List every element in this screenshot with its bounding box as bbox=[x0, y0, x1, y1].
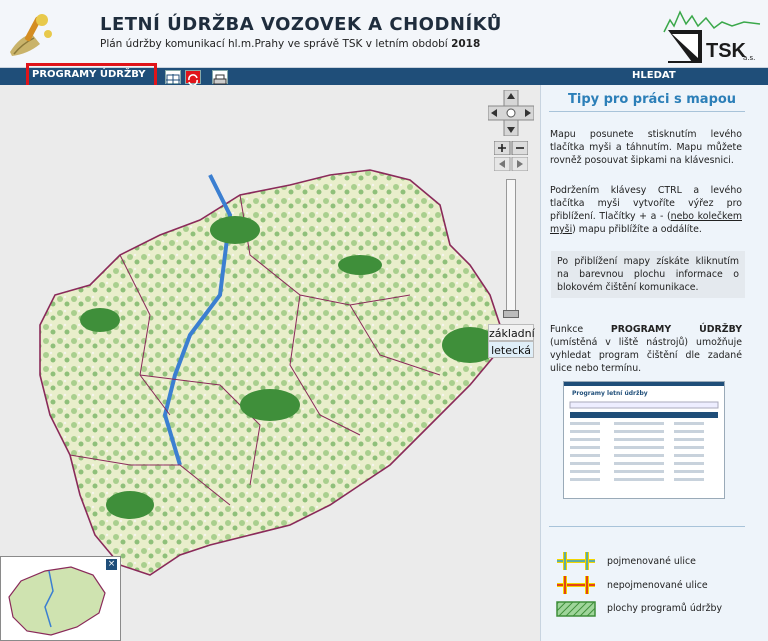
zoom-plus-minus-icon[interactable] bbox=[494, 141, 528, 155]
layer-basic-button[interactable]: základní bbox=[488, 324, 534, 341]
tsk-logo-text: TSK bbox=[706, 40, 746, 62]
tip-zoom-text: Podržením klávesy CTRL a levého tlačítka myši vytvoříte výřez pro přiblížení. Tlačítky + a - ( bbox=[550, 185, 742, 222]
broom-logo-icon bbox=[6, 10, 56, 60]
tip-programs-bold: PROGRAMY ÚDRŽBY bbox=[610, 324, 742, 335]
zoom-slider-handle[interactable] bbox=[503, 310, 519, 318]
layer-aerial-button[interactable]: letecká bbox=[488, 341, 534, 358]
overview-map-graphic bbox=[1, 557, 120, 640]
tips-panel-title: Tipy pro práci s mapou bbox=[568, 92, 737, 107]
pan-arrows-icon[interactable] bbox=[488, 90, 534, 136]
wheel-zoom-link[interactable]: nebo kolečkem myši bbox=[550, 211, 742, 235]
refresh-icon[interactable] bbox=[185, 70, 201, 84]
overview-map[interactable] bbox=[0, 556, 121, 641]
unnamed-street-legend-label: nepojmenované ulice bbox=[607, 580, 708, 591]
tip-programs-text-end: (umístěná v liště nástrojů) umožňuje vyhledat program čištění dle zadané ulice nebo termínu. bbox=[550, 337, 742, 374]
tip-zoom bbox=[550, 184, 742, 236]
title-divider bbox=[549, 111, 745, 112]
subtitle-year: 2018 bbox=[451, 38, 481, 50]
tip-pan: Mapu posunete stisknutím levého tlačítka myši a táhnutím. Mapu můžete rovněž posouvat šipkami na klávesnici. bbox=[550, 129, 742, 166]
maintenance-area-legend-icon bbox=[555, 598, 597, 620]
maintenance-area-legend-label: plochy programů údržby bbox=[607, 603, 723, 614]
tip-programs bbox=[550, 323, 742, 375]
subtitle-text: Plán údržby komunikací hl.m.Prahy ve správě TSK v letním období bbox=[100, 38, 452, 50]
header bbox=[0, 0, 768, 68]
programs-screenshot-thumbnail bbox=[563, 381, 725, 499]
tsk-logo-suffix: a.s. bbox=[743, 54, 756, 62]
close-overview-icon[interactable]: × bbox=[107, 559, 116, 569]
zoom-extent-icon[interactable] bbox=[165, 70, 181, 84]
thumbnail-graphic bbox=[564, 382, 724, 498]
tip-programs-text: Funkce bbox=[550, 324, 611, 335]
named-street-legend-icon bbox=[555, 550, 597, 572]
search-button[interactable]: HLEDAT bbox=[632, 70, 676, 81]
page-title: LETNÍ ÚDRŽBA VOZOVEK A CHODNÍKŮ bbox=[100, 14, 502, 35]
page-subtitle bbox=[100, 38, 480, 50]
legend-divider bbox=[549, 526, 745, 527]
print-icon[interactable] bbox=[212, 70, 228, 84]
zoom-slider-track[interactable] bbox=[506, 179, 516, 317]
unnamed-street-legend-icon bbox=[555, 574, 597, 596]
tip-zoom-text-end: ) mapu přiblížíte a oddálíte. bbox=[572, 224, 702, 235]
tip-click: Po přiblížení mapy získáte kliknutím na barevnou plochu informace o blokovém čištění komunikace. bbox=[551, 251, 745, 298]
programs-menu-button[interactable]: PROGRAMY ÚDRŽBY bbox=[32, 69, 146, 80]
zoom-history-icon[interactable] bbox=[494, 157, 528, 171]
named-street-legend-label: pojmenované ulice bbox=[607, 556, 696, 567]
thumbnail-title: Programy letní údržby bbox=[572, 390, 648, 397]
